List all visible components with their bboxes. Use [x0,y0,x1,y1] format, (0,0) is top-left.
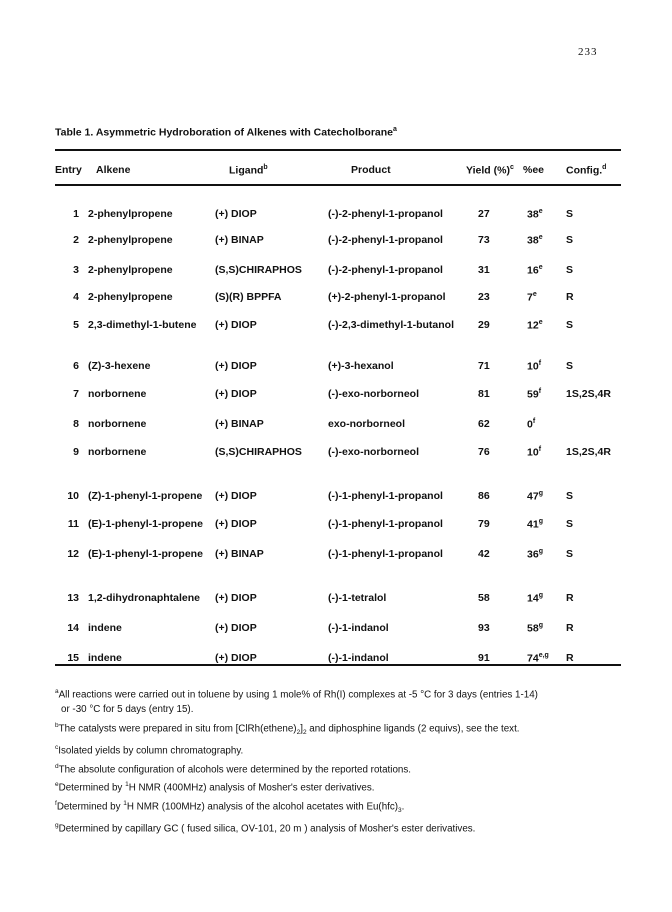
cell-ee-footnote-mark: g [538,592,543,599]
cell-config [566,548,573,560]
cell-alkene-value: (E)-1-phenyl-1-propene [88,548,203,560]
footnote-c-mark: c [55,744,59,752]
cell-alkene-value: norbornene [88,388,147,400]
cell-config [566,319,573,331]
cell-yield [478,592,490,604]
cell-product [328,446,419,458]
cell-product-value: (+)-2-phenyl-1-propanol [328,291,446,303]
header-config-mark: d [602,164,607,171]
cell-yield-value: 76 [478,446,490,458]
cell-entry [55,652,79,664]
cell-yield-value: 79 [478,518,490,530]
cell-config-value: S [566,490,574,502]
cell-ee-footnote-mark: e [538,319,543,326]
cell-product-value: (-)-1-phenyl-1-propanol [328,518,443,530]
cell-product-value: (-)-exo-norborneol [328,446,419,458]
cell-ee-footnote-mark: f [538,360,542,367]
cell-ligand [215,418,264,430]
cell-yield-value: 31 [478,264,490,276]
cell-yield-value: 73 [478,234,490,246]
cell-yield [478,319,490,331]
cell-entry-value: 15 [67,652,79,664]
footnote-a [55,684,625,702]
cell-product-value: (-)-1-phenyl-1-propanol [328,548,443,560]
cell-config [566,264,573,276]
cell-ligand [215,234,264,246]
cell-ee [527,446,541,459]
header-config-label: Config. [566,164,603,177]
cell-product [328,418,405,430]
cell-entry [55,418,79,430]
cell-ligand-value: (+) DIOP [215,388,257,400]
cell-yield [478,518,490,530]
cell-ee-footnote-mark: g [538,622,543,629]
cell-yield [478,264,490,276]
cell-ligand [215,548,264,560]
footnote-a-line2: or -30 °C for 5 days (entry 15). [61,704,194,716]
cell-alkene [88,592,200,604]
cell-yield-value: 62 [478,418,490,430]
cell-config-value: 1S,2S,4R [566,388,611,400]
footnote-b-mark: b [55,721,59,729]
cell-config-value: R [566,291,574,303]
header-ligand-label: Ligand [229,164,264,177]
cell-ee [527,518,543,531]
table-header-rule [55,184,621,186]
header-yield-mark: c [509,164,514,171]
cell-ee-footnote-mark: f [538,388,542,395]
cell-entry-value: 1 [73,208,79,220]
cell-entry [55,446,79,458]
cell-product [328,319,454,331]
cell-ligand [215,518,257,530]
cell-entry [55,360,79,372]
footnote-d-mark: d [55,762,59,770]
cell-yield-value: 23 [478,291,490,303]
cell-entry-value: 5 [73,319,79,331]
cell-alkene-value: 2-phenylpropene [88,291,173,303]
cell-alkene-value: norbornene [88,446,147,458]
cell-alkene [88,319,197,331]
cell-ligand-value: (+) DIOP [215,592,257,604]
cell-entry [55,264,79,276]
footnote-d-text: The absolute configuration of alcohols were determined by the reported rotations. [58,763,411,775]
cell-ee-value: 10 [527,446,539,459]
cell-yield-value: 58 [478,592,490,604]
cell-ee-footnote-mark: e [532,291,537,298]
cell-config [566,652,574,664]
cell-ligand-value: (+) DIOP [215,319,257,331]
footnote-c-text: Isolated yields by column chromatography. [58,745,244,757]
cell-alkene [88,490,202,502]
cell-alkene [88,360,150,372]
cell-config [566,622,574,634]
cell-yield [478,418,490,430]
cell-entry-value: 11 [67,518,79,530]
footnotes [55,684,625,836]
cell-entry [55,490,79,502]
cell-ligand [215,652,257,664]
cell-alkene [88,548,203,560]
cell-entry [55,548,79,560]
cell-yield-value: 71 [478,360,490,372]
cell-ee [527,548,543,561]
cell-entry-value: 14 [67,622,79,634]
footnote-g-mark: g [55,821,59,829]
cell-yield [478,208,490,220]
cell-ee [527,291,537,304]
cell-product [328,622,389,634]
cell-product-value: (-)-1-tetralol [328,592,387,604]
cell-yield [478,548,490,560]
cell-ligand-value: (+) DIOP [215,652,257,664]
cell-ee [527,388,541,401]
cell-product-value: exo-norborneol [328,418,406,430]
footnote-f-sub: 3 [398,806,402,814]
cell-ee-value: 47 [527,490,539,503]
cell-ee-value: 14 [527,592,539,605]
cell-config-value: S [566,518,574,530]
cell-config [566,234,573,246]
cell-product-value: (-)-1-indanol [328,622,389,634]
footnote-f-mark: f [55,799,57,807]
cell-yield-value: 42 [478,548,490,560]
footnote-b-mid: ] [300,722,303,734]
cell-entry-value: 8 [73,418,79,430]
cell-ee [527,319,543,332]
footnote-e-sup: 1 [125,781,129,789]
cell-ligand [215,388,257,400]
header-ligand-mark: b [263,164,268,171]
cell-entry [55,622,79,634]
cell-ee-value: 41 [527,518,539,531]
cell-ee [527,490,543,503]
cell-alkene [88,622,122,634]
cell-ligand-value: (+) BINAP [215,548,264,560]
cell-config-value: R [566,652,574,664]
cell-alkene-value: 2-phenylpropene [88,208,173,220]
cell-entry-value: 12 [67,548,79,560]
cell-ee [527,592,543,605]
cell-ee [527,652,549,665]
cell-ee-footnote-mark: g [538,490,543,497]
cell-yield-value: 86 [478,490,490,502]
cell-yield-value: 93 [478,622,490,634]
cell-config-value: R [566,592,574,604]
cell-alkene-value: 1,2-dihydronaphtalene [88,592,201,604]
cell-config [566,592,574,604]
cell-config-value: S [566,548,574,560]
cell-ligand [215,319,257,331]
header-product: Product [351,164,391,176]
cell-ee [527,234,543,247]
cell-ligand-value: (S)(R) BPPFA [215,291,282,303]
cell-ee-footnote-mark: e [538,264,543,271]
cell-config-value: 1S,2S,4R [566,446,611,458]
footnote-a-mark: a [55,688,59,695]
cell-entry-value: 4 [73,291,79,303]
cell-ee-footnote-mark: e,g [538,652,549,659]
footnote-a-line1: All reactions were carried out in toluene by using 1 mole% of Rh(I) complexes at -5 °C for 3 days (entries 1-14) [58,689,538,701]
cell-product [328,234,443,246]
cell-product-value: (+)-3-hexanol [328,360,394,372]
cell-ee-value: 16 [527,264,539,277]
cell-entry-value: 10 [67,490,79,502]
footnote-g-text: Determined by capillary GC ( fused silica, OV-101, 20 m ) analysis of Mosher's ester derivatives. [58,823,476,835]
header-ligand [229,164,268,177]
cell-product-value: (-)-2-phenyl-1-propanol [328,234,443,246]
footnote-f-post: H NMR (100MHz) analysis of the alcohol acetates with Eu(hfc) [126,800,399,812]
header-yield [466,164,514,177]
cell-ee-value: 36 [527,548,539,561]
cell-yield [478,446,490,458]
cell-ligand-value: (+) DIOP [215,490,257,502]
cell-ee-value: 12 [527,319,539,332]
cell-product-value: (-)-2-phenyl-1-propanol [328,264,443,276]
footnote-g [55,818,625,836]
cell-entry [55,518,79,530]
cell-ligand-value: (+) DIOP [215,208,257,220]
cell-ee-value: 58 [527,622,539,635]
table-caption [55,126,397,139]
footnote-c [55,740,625,758]
cell-ligand-value: (+) DIOP [215,360,257,372]
cell-yield [478,622,490,634]
cell-ee-value: 7 [527,291,533,304]
cell-config [566,490,573,502]
cell-config-value: S [566,264,574,276]
cell-config-value: S [566,208,574,220]
cell-yield [478,234,490,246]
cell-ligand [215,264,302,276]
cell-alkene [88,418,146,430]
cell-ee-value: 74 [527,652,539,665]
cell-alkene-value: (Z)-3-hexene [88,360,151,372]
cell-ligand-value: (+) BINAP [215,418,264,430]
cell-entry [55,319,79,331]
footnote-e [55,777,625,795]
cell-ligand-value: (+) DIOP [215,518,257,530]
footnote-b-sub2: 2 [302,728,307,736]
cell-entry-value: 9 [73,446,79,458]
cell-ee-footnote-mark: f [532,418,536,425]
cell-yield [478,388,490,400]
cell-ligand-value: (S,S)CHIRAPHOS [215,446,302,458]
cell-alkene-value: 2-phenylpropene [88,234,173,246]
cell-ee-value: 38 [527,234,539,247]
page-number: 233 [578,46,598,58]
cell-entry-value: 3 [73,264,79,276]
header-entry: Entry [55,164,82,176]
cell-yield [478,652,490,664]
cell-config [566,518,573,530]
cell-alkene [88,264,173,276]
cell-entry-value: 6 [73,360,79,372]
cell-product [328,388,419,400]
footnote-b-sub1: 2 [296,728,301,736]
cell-entry-value: 2 [73,234,79,246]
cell-alkene-value: indene [88,652,122,664]
header-alkene: Alkene [96,164,131,176]
cell-config [566,360,573,372]
cell-config [566,291,574,303]
footnote-e-post: H NMR (400MHz) analysis of Mosher's ester derivatives. [128,782,375,794]
cell-product [328,208,443,220]
cell-alkene-value: 2,3-dimethyl-1-butene [88,319,197,331]
cell-product [328,490,443,502]
cell-product-value: (-)-exo-norborneol [328,388,419,400]
table-caption-text: Table 1. Asymmetric Hydroboration of Alkenes with Catecholborane [55,126,394,139]
cell-ee-value: 10 [527,360,539,373]
footnote-e-mark: e [55,781,59,789]
cell-product-value: (-)-2-phenyl-1-propanol [328,208,443,220]
cell-alkene [88,446,146,458]
cell-ee [527,208,543,221]
cell-entry [55,291,79,303]
cell-entry [55,208,79,220]
cell-yield-value: 27 [478,208,490,220]
cell-alkene-value: norbornene [88,418,147,430]
footnote-b-pre: The catalysts were prepared in situ from [ClRh(ethene) [58,722,297,734]
cell-product-value: (-)-1-indanol [328,652,389,664]
cell-product [328,592,386,604]
footnote-e-pre: Determined by [58,782,126,794]
cell-entry-value: 13 [67,592,79,604]
cell-ee-footnote-mark: g [538,518,543,525]
cell-entry [55,388,79,400]
cell-config-value: R [566,622,574,634]
cell-ee [527,264,543,277]
cell-ligand [215,360,257,372]
cell-ee-footnote-mark: f [538,446,542,453]
footnote-f-end: . [401,800,405,812]
cell-alkene [88,518,203,530]
cell-ligand-value: (+) DIOP [215,622,257,634]
cell-product [328,652,389,664]
cell-alkene [88,208,173,220]
cell-alkene [88,234,173,246]
cell-alkene-value: (Z)-1-phenyl-1-propene [88,490,203,502]
cell-entry-value: 7 [73,388,79,400]
cell-ligand-value: (S,S)CHIRAPHOS [215,264,302,276]
table-top-rule [55,149,621,151]
cell-yield [478,360,490,372]
cell-product-value: (-)-1-phenyl-1-propanol [328,490,443,502]
cell-ee-value: 59 [527,388,539,401]
cell-config-value: S [566,234,574,246]
cell-alkene [88,291,173,303]
cell-yield-value: 91 [478,652,490,664]
cell-product [328,548,443,560]
cell-ee [527,418,535,431]
cell-config [566,446,611,458]
cell-yield [478,490,490,502]
cell-config-value: S [566,319,574,331]
cell-ligand [215,208,257,220]
cell-config-value: S [566,360,574,372]
header-config [566,164,606,177]
cell-ligand-value: (+) BINAP [215,234,264,246]
footnote-f-sup: 1 [123,799,127,807]
cell-yield-value: 29 [478,319,490,331]
header-yield-label: Yield (%) [466,164,510,177]
footnote-d [55,759,625,777]
cell-ligand [215,291,282,303]
cell-product [328,360,394,372]
cell-yield [478,291,490,303]
cell-ligand [215,592,257,604]
table-bottom-rule [55,664,621,666]
cell-ee-value: 0 [527,418,533,431]
cell-ee-value: 38 [527,208,539,221]
footnote-f [55,796,625,818]
cell-entry [55,234,79,246]
cell-alkene [88,388,146,400]
cell-entry [55,592,79,604]
cell-alkene-value: (E)-1-phenyl-1-propene [88,518,203,530]
cell-product [328,291,446,303]
cell-ee-footnote-mark: e [538,208,543,215]
cell-ee [527,622,543,635]
cell-ligand [215,490,257,502]
cell-ee [527,360,541,373]
footnote-f-pre: Determined by [56,800,124,812]
cell-product [328,264,443,276]
caption-footnote-mark: a [393,126,397,133]
header-ee: %ee [523,164,545,176]
cell-config [566,388,611,400]
cell-ee-footnote-mark: g [538,548,543,555]
cell-alkene-value: indene [88,622,122,634]
cell-yield-value: 81 [478,388,490,400]
cell-alkene [88,652,122,664]
cell-ee-footnote-mark: e [538,234,543,241]
cell-config [566,208,573,220]
cell-alkene-value: 2-phenylpropene [88,264,173,276]
cell-ligand [215,622,257,634]
cell-product [328,518,443,530]
footnote-b [55,718,625,740]
footnote-b-post: and diphosphine ligands (2 equivs), see the text. [306,722,520,734]
cell-product-value: (-)-2,3-dimethyl-1-butanol [328,319,454,331]
cell-ligand [215,446,302,458]
